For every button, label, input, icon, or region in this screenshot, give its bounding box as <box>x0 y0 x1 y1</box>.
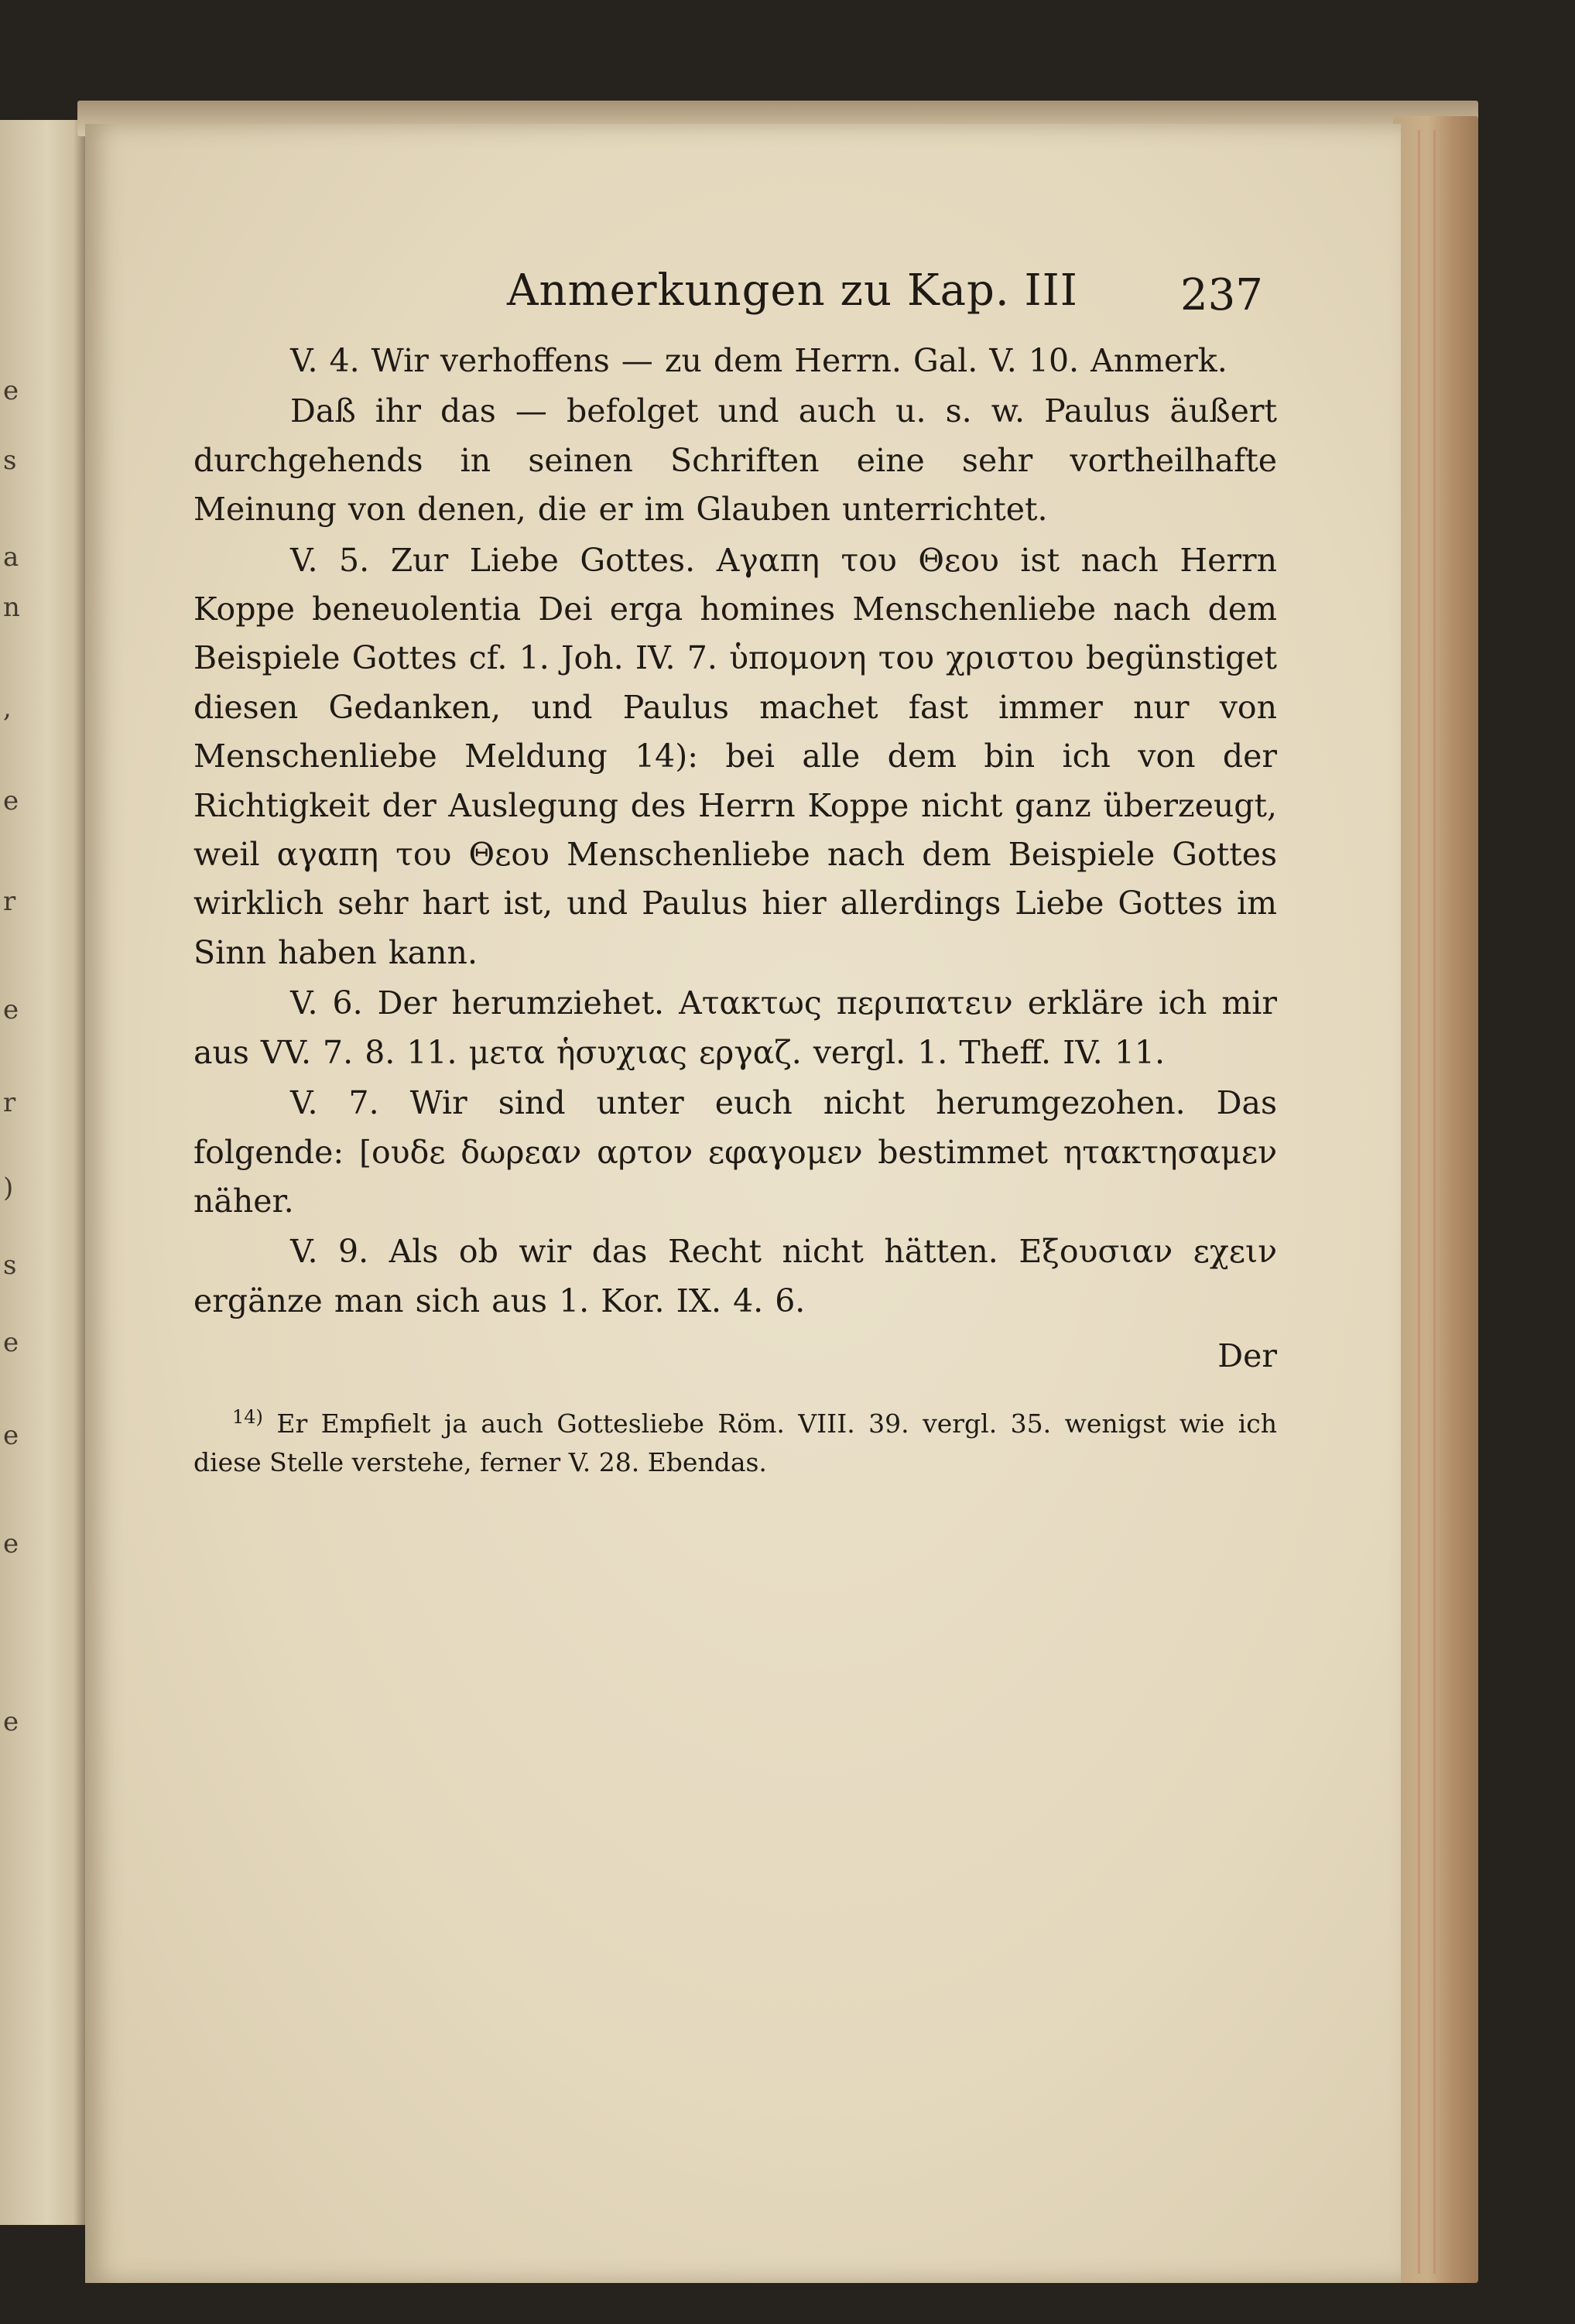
left-page-fragment: s <box>3 1250 17 1281</box>
running-head-title: Anmerkungen zu Kap. III <box>507 265 1078 316</box>
page-text-block <box>193 252 1277 1482</box>
running-head <box>193 252 1277 337</box>
footnote-text: Er Empfielt ja auch Gottesliebe Röm. VIII. 39. vergl. 35. wenigst wie ich diese Stelle verstehe, ferner V. 28. Ebendas. <box>193 1408 1277 1478</box>
paragraph: Daß ihr das — befolget und auch u. s. w. Paulus äußert durchgehends in seinen Schriften eine sehr vortheilhafte Meinung von denen, die er im Glauben unterrichtet. <box>193 392 1277 529</box>
left-page-fragment: e <box>3 994 19 1025</box>
page-edge-line <box>1418 130 1420 2274</box>
paragraph: V. 6. Der herumziehet. Ατακτως περιπατειν erkläre ich mir aus VV. 7. 8. 11. μετα ἡσυχιας εργαζ. vergl. 1. Theff. IV. 11. <box>193 984 1277 1071</box>
left-page-fragment: e <box>3 1327 19 1358</box>
book-page <box>85 124 1401 2283</box>
left-page-fragment: s <box>3 445 17 476</box>
left-page-fragment: e <box>3 1528 19 1559</box>
left-page-fragment: r <box>3 1087 16 1118</box>
page-stack-right-edge <box>1393 116 1478 2283</box>
footnote <box>193 1398 1277 1482</box>
footnote-label: 14) <box>232 1406 263 1429</box>
left-page-fragment: a <box>3 542 19 573</box>
left-page-fragment: r <box>3 886 16 917</box>
catchword: Der <box>1217 1337 1277 1375</box>
paragraph: V. 9. Als ob wir das Recht nicht hätten. Εξουσιαν εχειν ergänze man sich aus 1. Kor. IX. 4. 6. <box>193 1233 1277 1319</box>
left-page-fragment: ) <box>3 1172 14 1203</box>
left-page-fragment: n <box>3 592 20 623</box>
left-page-fragment: e <box>3 375 19 406</box>
left-page-fragment: e <box>3 1420 19 1451</box>
left-page-fragment: e <box>3 786 19 816</box>
paragraph: V. 7. Wir sind unter euch nicht herumgezohen. Das folgende: [ουδε δωρεαν αρτον εφαγομεν bestimmet ητακτησαμεν näher. <box>193 1084 1277 1220</box>
page-number: 237 <box>1180 270 1263 320</box>
left-page-fragment: e <box>3 1706 19 1737</box>
paragraph: V. 4. Wir verhoffens — zu dem Herrn. Gal. V. 10. Anmerk. <box>290 342 1227 379</box>
page-edge-line <box>1433 130 1436 2274</box>
left-page-fragment: , <box>3 693 12 724</box>
paragraph: V. 5. Zur Liebe Gottes. Αγαπη του Θεου ist nach Herrn Koppe beneuolentia Dei erga homines Menschenliebe nach dem Beispiele Gottes cf. 1. Joh. IV. 7. ὑπομονη του χριστου begünstiget diesen Gedanken, und Paulus machet fast immer nur von Menschenliebe Meldung 14): bei alle dem bin ich von der Richtigkeit der Auslegung des Herrn Koppe nicht ganz überzeugt, weil αγαπη του Θεου Menschenliebe nach dem Beispiele Gottes wirklich sehr hart ist, und Paulus hier allerdings Liebe Gottes im Sinn haben kann. <box>193 541 1277 971</box>
left-facing-page <box>0 120 87 2225</box>
